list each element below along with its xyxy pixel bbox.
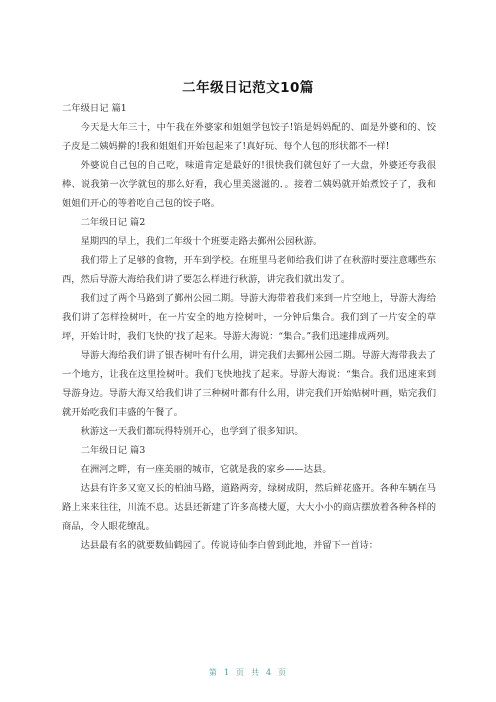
paragraph: 达县最有名的就要数仙鹤园了。传说诗仙李白曾到此地，并留下一首诗：	[80, 540, 379, 551]
paragraph: 我们过了两个马路到了鄞州公园二期。导游大海带着我们来到一片空地上，导游大海给我们讲了怎样捡树叶，在一片安全的地方捡树叶，一分钟后集合。我们到了一片安全的草坪，开始计时，我们飞快的'找了起来。导游大海说：“集合。”我们迅速排成两列。	[62, 293, 436, 342]
footer-total-label: 共	[251, 668, 260, 677]
section-heading: 二年级日记 篇1	[62, 103, 127, 114]
paragraph: 星期四的早上，我们二年级十个班要走路去鄞州公园秋游。	[80, 236, 323, 247]
document-body	[62, 99, 436, 555]
footer-total-number: 4	[266, 668, 273, 677]
paragraph: 外婆说自己包的自己吃，味道肯定是最好的!很快我们就包好了一大盘，外婆还夸我很棒、说我第一次学就包的那么好看，我心里美滋滋的．。接着二姨妈就开始煮饺子了，我和姐姐们开心的等着吃自己包的饺子咯。	[62, 160, 436, 209]
paragraph: 在洲河之畔，有一座美丽的城市，它就是我的家乡——达县。	[80, 464, 332, 475]
footer-page-unit: 页	[236, 668, 245, 677]
footer-page-label: 第	[208, 668, 218, 677]
paragraph: 导游大海给我们讲了银杏树叶有什么用，讲完我们去鄞州公园二期。导游大海带我去了一个地方，让我在这里捡树叶。我们飞快地找了起来。导游大海说：“集合。我们迅速来到导游身边。导游大海又给我们讲了三种树叶都有什么用，讲完我们开始贴树叶画，贴完我们就开始吃我们丰盛的午餐了。	[62, 350, 436, 418]
paragraph: 达县有许多又宽又长的柏油马路，道路两旁，绿树成阴，然后鲜花盛开。各种车辆在马路上来来往往，川流不息。达县还新建了许多高楼大厦，大大小小的商店摆放着各种各样的商品，令人眼花缭乱。	[62, 483, 436, 532]
paragraph: 今天是大年三十，中午我在外婆家和姐姐学包饺子!馅是妈妈配的、面是外婆和的、饺子皮是二姨妈擀的!我和姐姐们开始包起来了!真好玩、每个人包的形状都不一样!	[62, 122, 436, 152]
page-footer	[0, 667, 496, 678]
document-title: 二年级日记范文10篇	[182, 80, 314, 96]
paragraph: 我们带上了足够的食物，开车到学校。在班里马老师给我们讲了在秋游时要注意哪些东西，然后导游大海给我们讲了要怎么样进行秋游，讲完我们就出发了。	[62, 255, 436, 285]
section-heading: 二年级日记 篇3	[80, 445, 146, 456]
footer-total-unit: 页	[278, 668, 288, 677]
footer-page-number: 1	[223, 668, 230, 677]
paragraph: 秋游这一天我们都玩得特别开心，也学到了很多知识。	[80, 426, 304, 437]
section-heading: 二年级日记 篇2	[80, 217, 146, 228]
